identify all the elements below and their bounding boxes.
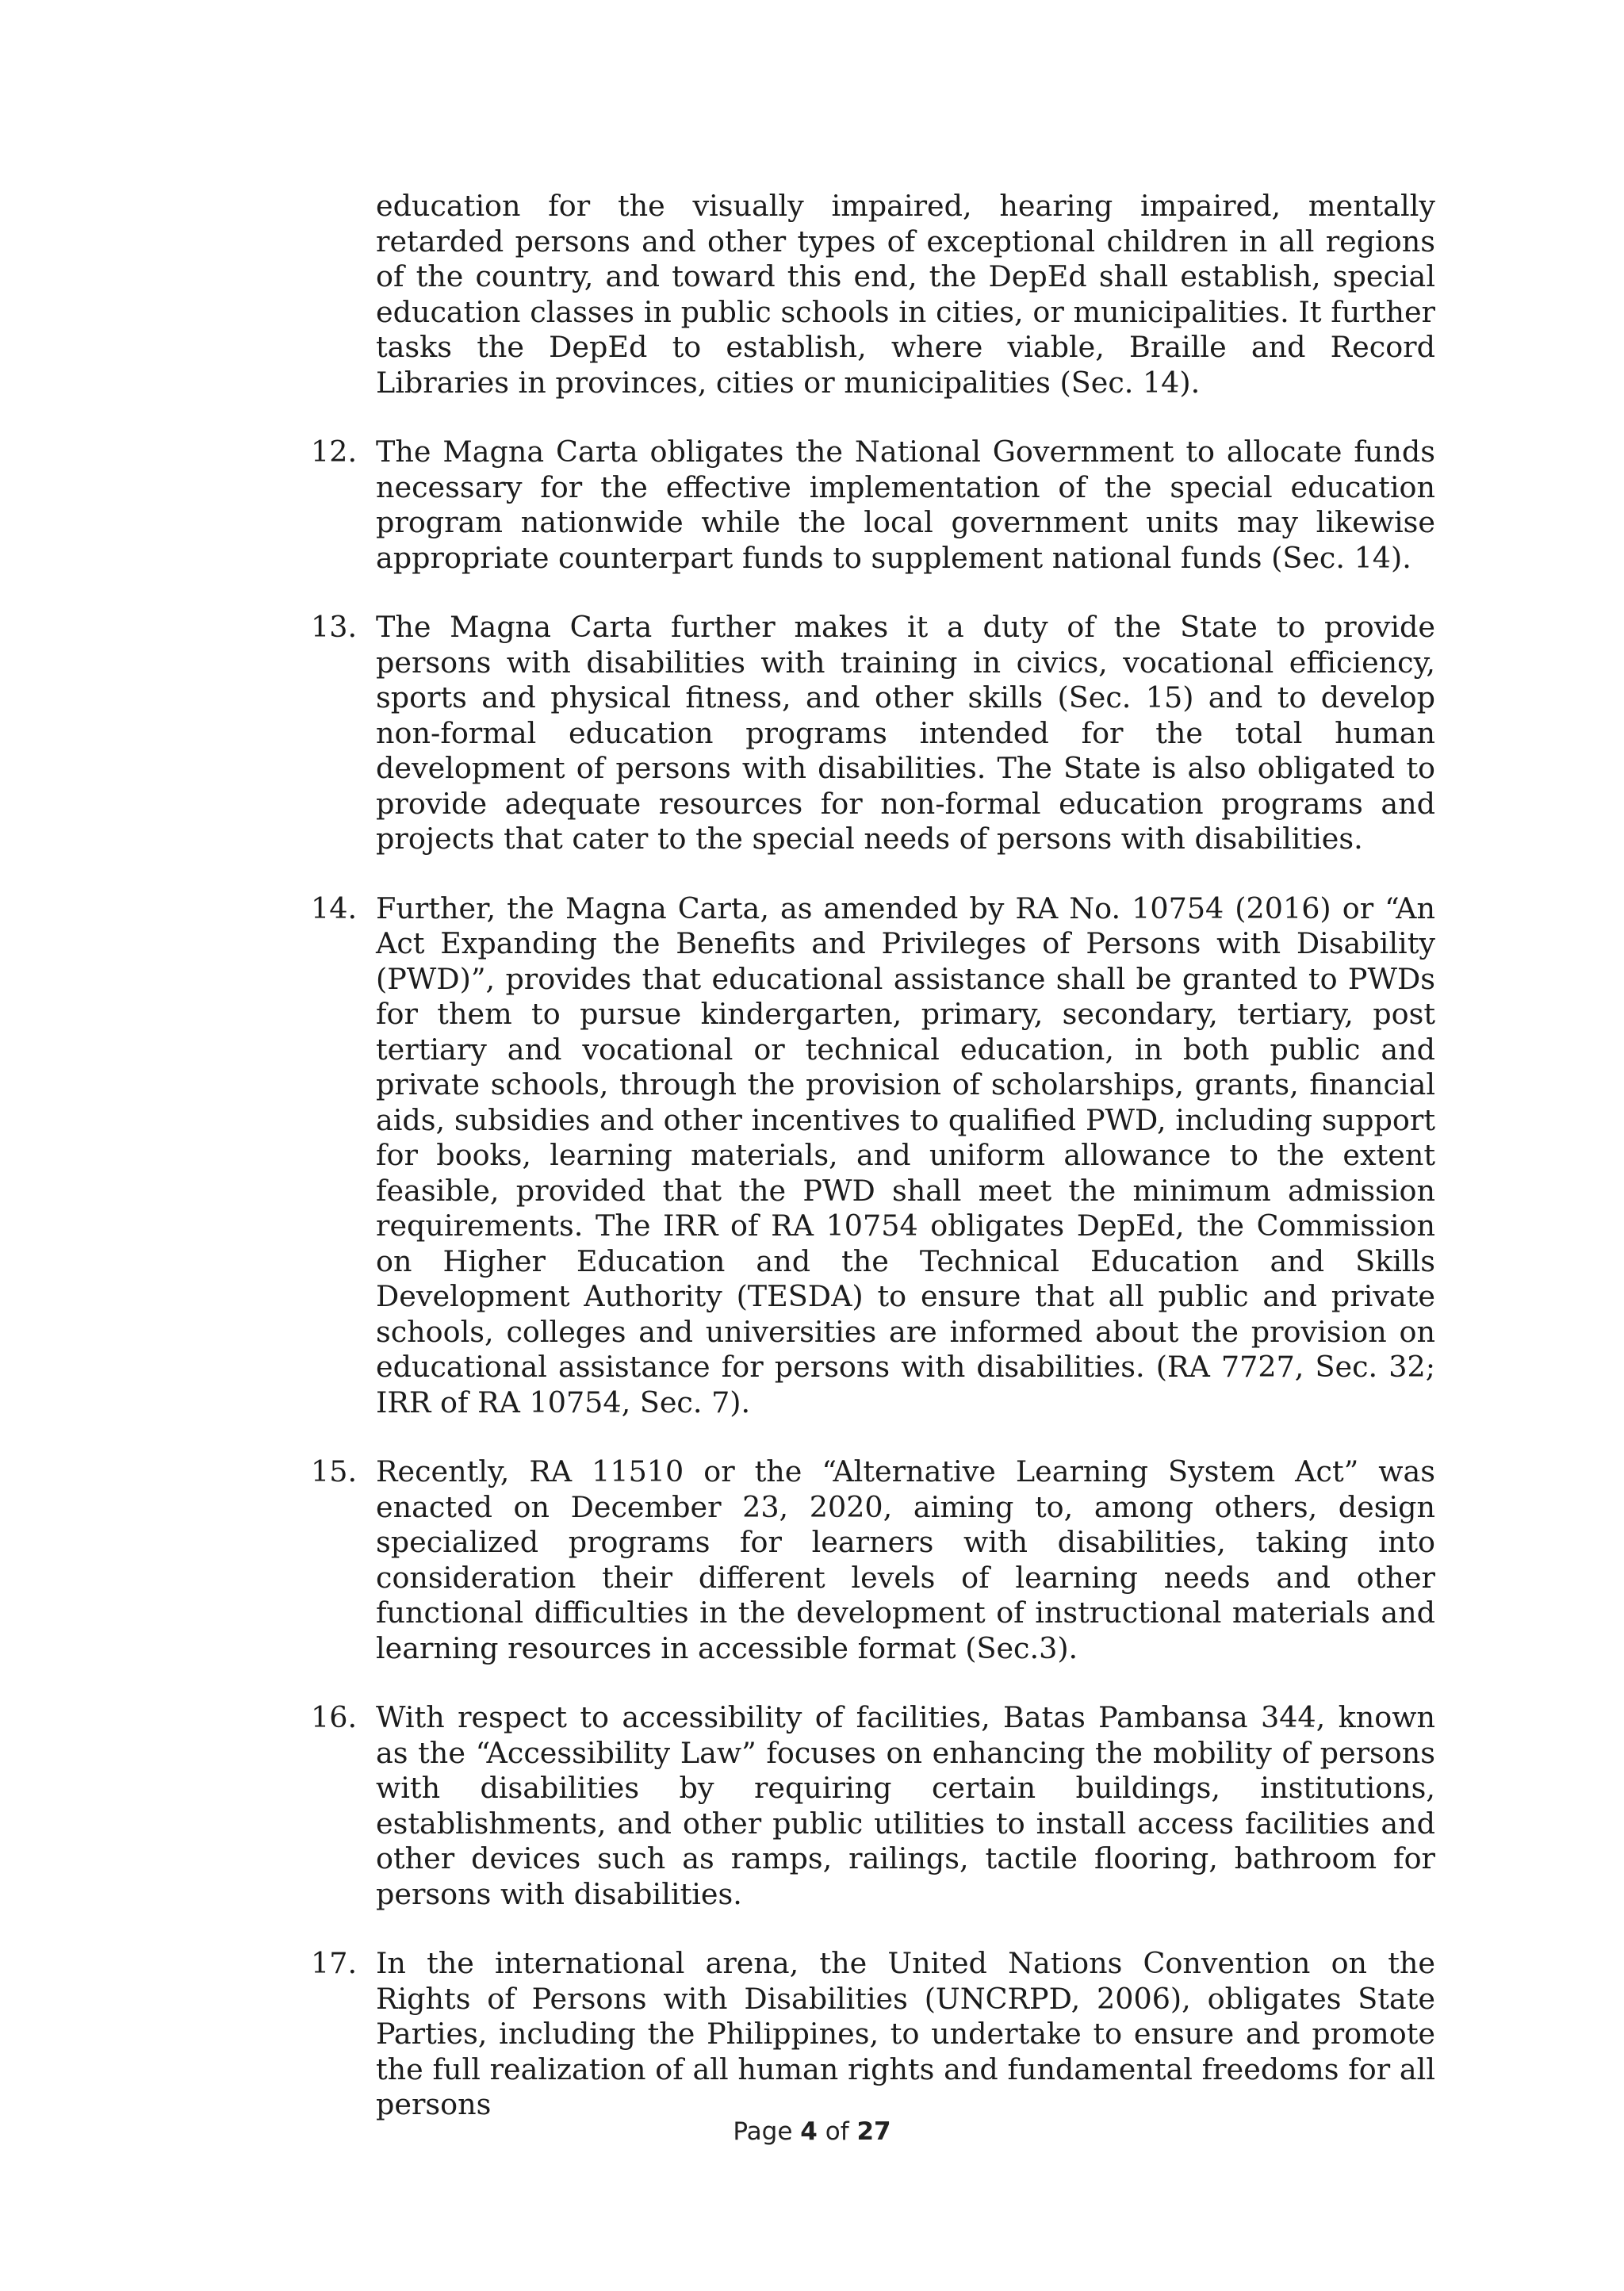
item-number: 15. [311, 1454, 358, 1488]
page-word: Page [733, 2117, 793, 2146]
item-text: The Magna Carta further makes it a duty of the State to provide persons with disabilities with training in civics, vocational efficiency, sports and physical fitness, and other skills (Sec. 15) and to develop non-formal education programs intended for the total human development of persons with disabilities. The State is also obligated to provide adequate resources for non-formal education programs and projects that cater to the special needs of persons with disabilities. [376, 610, 1435, 856]
total-pages-number: 27 [856, 2117, 891, 2146]
continued-paragraph: education for the visually impaired, hearing impaired, mentally retarded persons and other types of exceptional children in all regions of the country, and toward this end, the DepEd shall establish, special education classes in public schools in cities, or municipalities. It further tasks the DepEd to establish, where viable, Braille and Record Libraries in provinces, cities or municipalities (Sec. 14). [376, 189, 1435, 400]
list-item-17 [311, 1946, 1435, 2123]
list-item-13 [311, 610, 1435, 857]
item-number: 17. [311, 1946, 358, 1980]
document-body [311, 189, 1435, 2123]
item-text: In the international arena, the United Nations Convention on the Rights of Persons with Disabilities (UNCRPD, 2006), obligates State Parties, including the Philippines, to undertake to ensure and promote the full realization of all human rights and fundamental freedoms for all persons [376, 1946, 1435, 2121]
item-number: 16. [311, 1700, 358, 1734]
page-footer [0, 2117, 1624, 2146]
of-word: of [825, 2117, 849, 2146]
item-text: Further, the Magna Carta, as amended by RA No. 10754 (2016) or “An Act Expanding the Benefits and Privileges of Persons with Disability (PWD)”, provides that educational assistance shall be granted to PWDs for them to pursue kindergarten, primary, secondary, tertiary, post tertiary and vocational or technical education, in both public and private schools, through the provision of scholarships, grants, financial aids, subsidies and other incentives to qualified PWD, including support for books, learning materials, and uniform allowance to the extent feasible, provided that the PWD shall meet the minimum admission requirements. The IRR of RA 10754 obligates DepEd, the Commission on Higher Education and the Technical Education and Skills Development Authority (TESDA) to ensure that all public and private schools, colleges and universities are informed about the provision on educational assistance for persons with disabilities. (RA 7727, Sec. 32; IRR of RA 10754, Sec. 7). [376, 891, 1435, 1419]
list-item-14 [311, 891, 1435, 1421]
current-page-number: 4 [800, 2117, 818, 2146]
list-item-15 [311, 1454, 1435, 1666]
item-text: The Magna Carta obligates the National Government to allocate funds necessary for the effective implementation of the special education program nationwide while the local government units may likewise appropriate counterpart funds to supplement national funds (Sec. 14). [376, 435, 1435, 575]
item-number: 14. [311, 891, 358, 925]
item-number: 12. [311, 435, 358, 469]
item-text: Recently, RA 11510 or the “Alternative Learning System Act” was enacted on December 23, 2020, aiming to, among others, design specialized programs for learners with disabilities, taking into consideration their different levels of learning needs and other functional difficulties in the development of instructional materials and learning resources in accessible format (Sec.3). [376, 1454, 1435, 1665]
item-number: 13. [311, 610, 358, 644]
list-item-16 [311, 1700, 1435, 1912]
item-text: With respect to accessibility of facilities, Batas Pambansa 344, known as the “Accessibility Law” focuses on enhancing the mobility of persons with disabilities by requiring certain buildings, institutions, establishments, and other public utilities to install access facilities and other devices such as ramps, railings, tactile flooring, bathroom for persons with disabilities. [376, 1700, 1435, 1911]
list-item-12 [311, 435, 1435, 576]
